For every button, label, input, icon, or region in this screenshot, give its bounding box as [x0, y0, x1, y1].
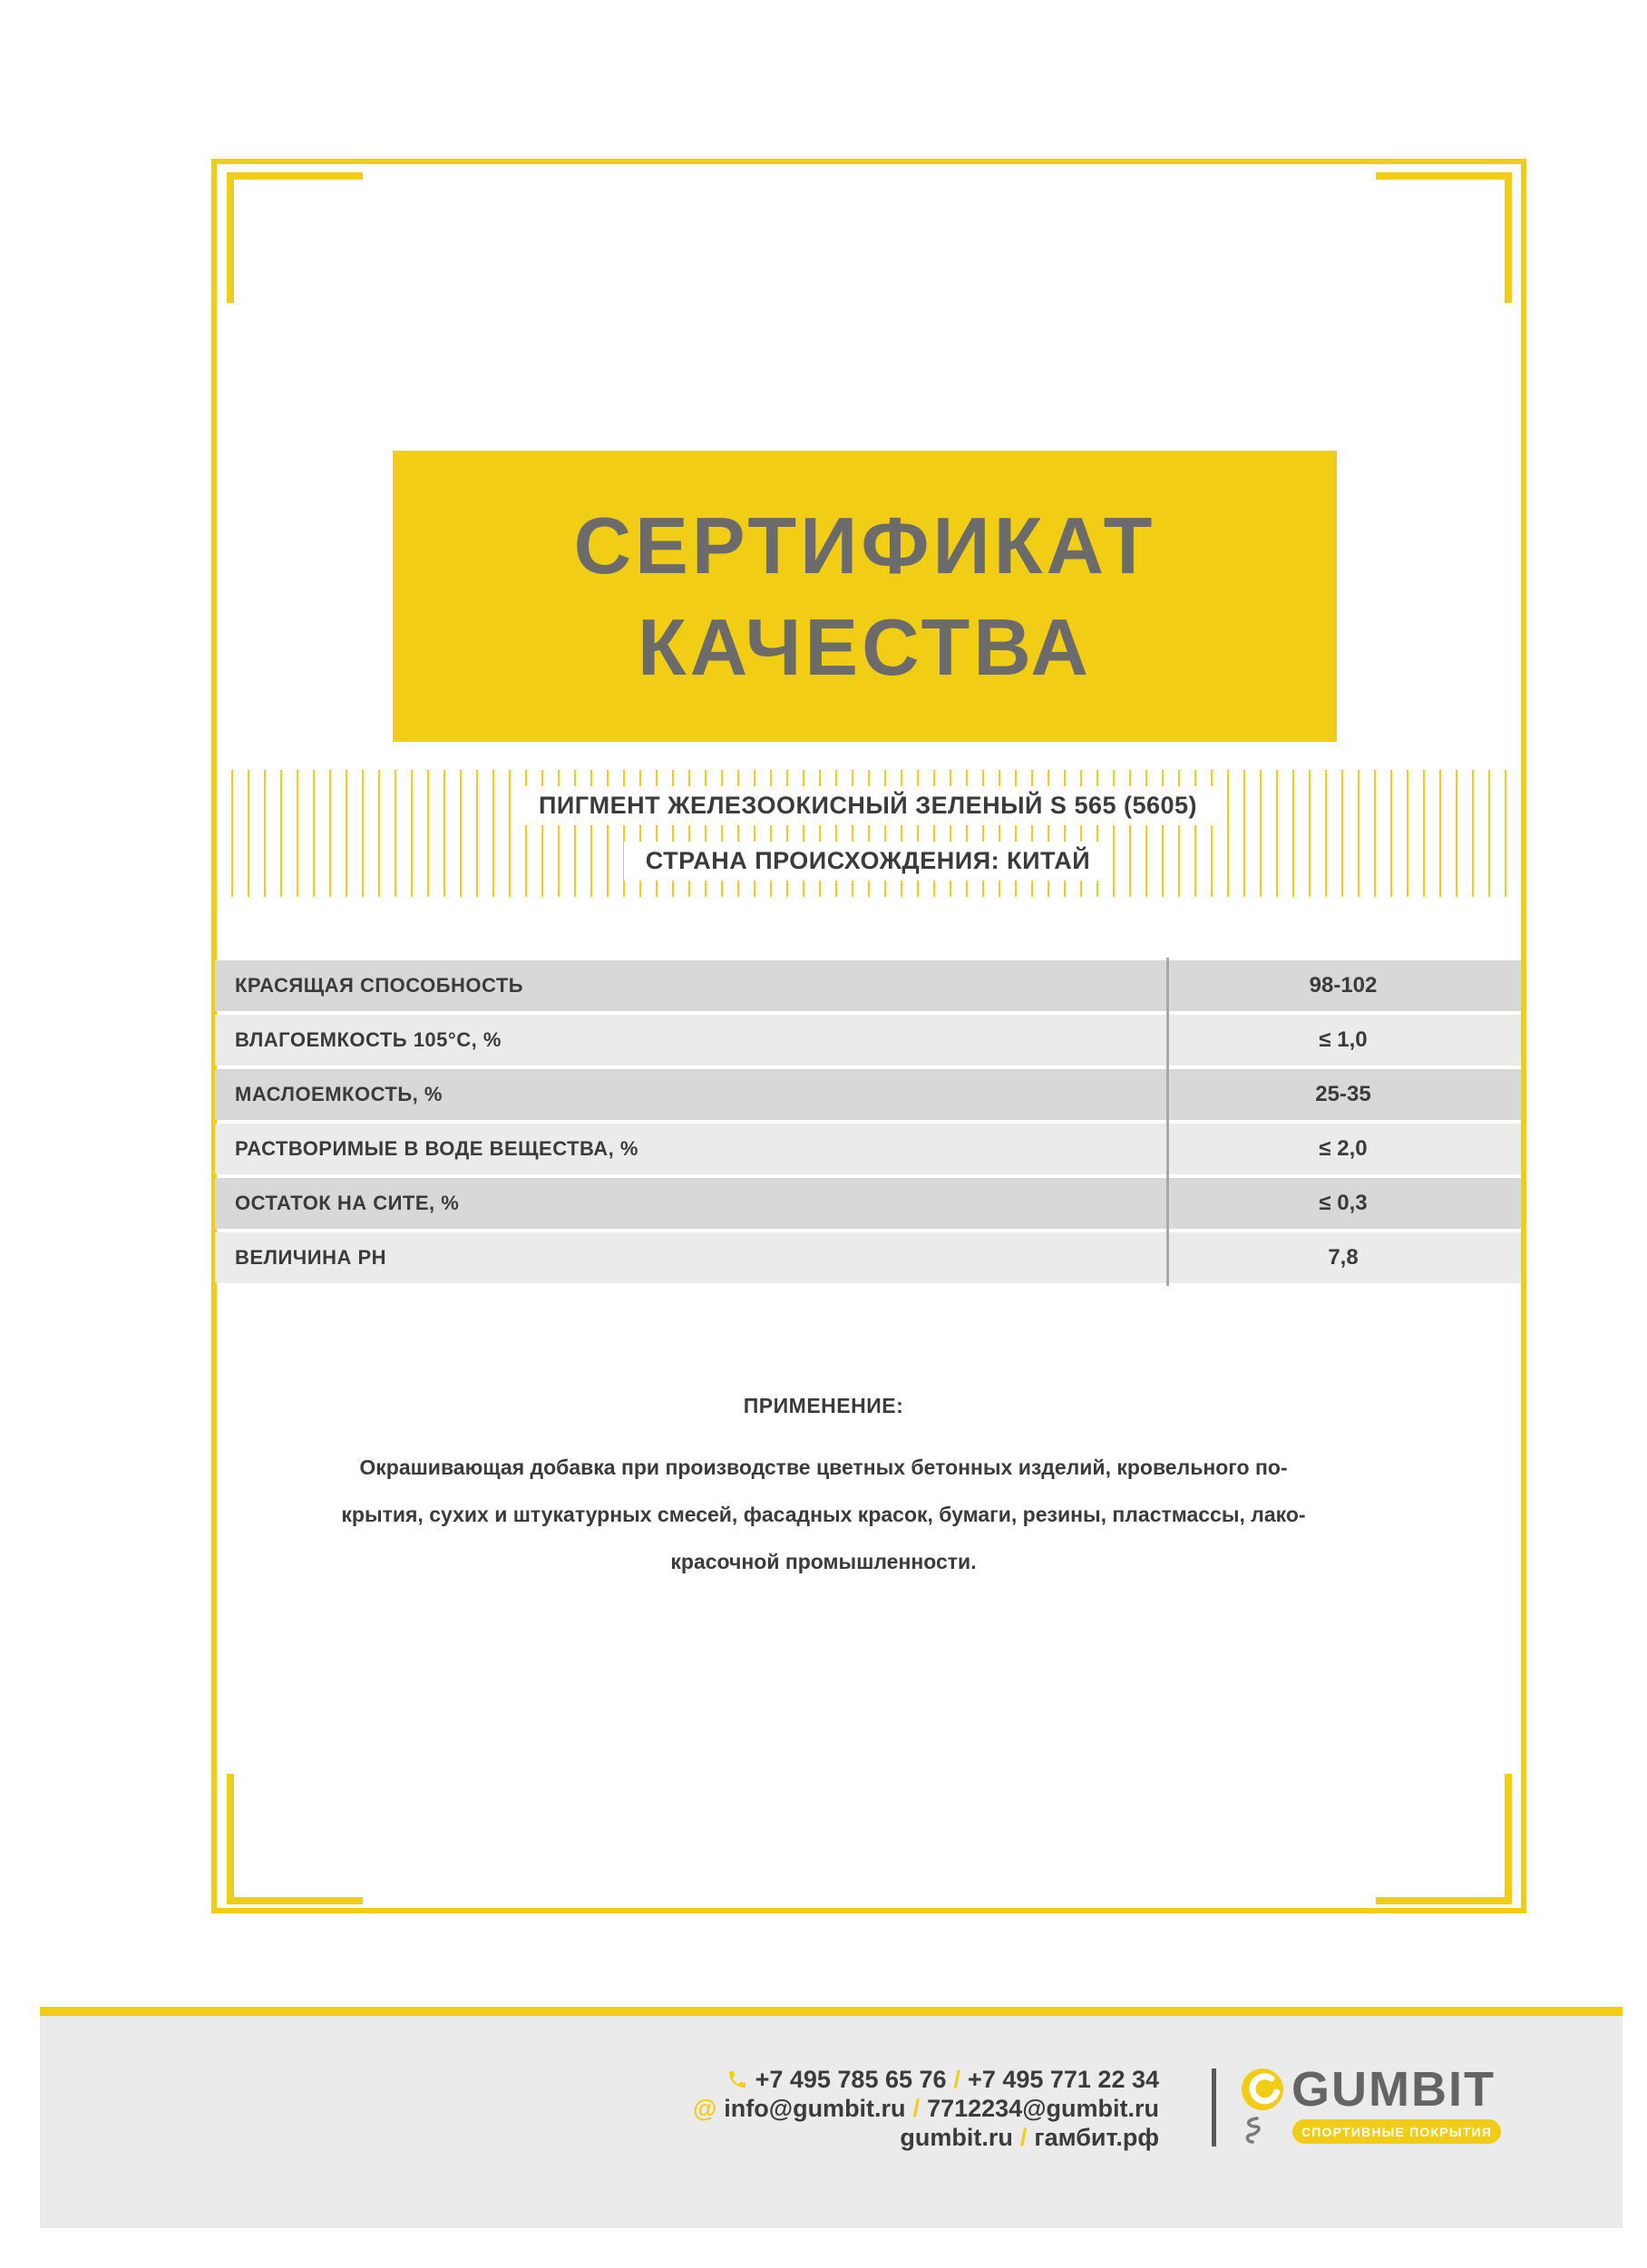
footer-vertical-divider — [1212, 2068, 1216, 2146]
separator-slash: / — [912, 2095, 921, 2122]
spec-label: МАСЛОЕМКОСТЬ, % — [235, 1083, 443, 1105]
phone-icon — [726, 2068, 748, 2090]
application-heading: ПРИМЕНЕНИЕ: — [743, 1394, 904, 1417]
spec-value: 98-102 — [1309, 973, 1378, 998]
separator-slash: / — [953, 2066, 961, 2093]
table-row — [215, 1124, 1521, 1174]
certificate-title — [393, 451, 1337, 742]
footer-accent-bar — [40, 2007, 1623, 2016]
product-name: ПИГМЕНТ ЖЕЛЕЗООКИСНЫЙ ЗЕЛЕНЫЙ S 565 (5605) — [517, 786, 1219, 825]
table-row — [215, 960, 1521, 1011]
site-2: гамбит.рф — [1034, 2124, 1159, 2151]
spec-value: 25-35 — [1315, 1082, 1371, 1106]
frame-corner-top-right — [1376, 172, 1512, 303]
frame-corner-bottom-right — [1376, 1774, 1512, 1904]
application-text-line: Окрашивающая добавка при производстве цветных бетонных изделий, кровельного по- — [359, 1455, 1288, 1479]
spec-value: 7,8 — [1328, 1245, 1359, 1270]
spec-label: ВЛАГОЕМКОСТЬ 105°С, % — [235, 1028, 502, 1051]
table-row — [215, 1069, 1521, 1120]
table-row — [215, 1232, 1521, 1283]
product-band — [215, 770, 1521, 897]
gumbit-logo-text: GUMBIT — [1291, 2062, 1496, 2117]
phone-number-2: +7 495 771 22 34 — [968, 2066, 1159, 2093]
frame-corner-top-left — [227, 172, 363, 303]
application-text-line: крытия, сухих и штукатурных смесей, фасадных красок, бумаги, резины, пластмассы, лако- — [341, 1503, 1306, 1526]
gumbit-logo-ball-icon — [1233, 2068, 1288, 2151]
certificate-title-line1: СЕРТИФИКАТ — [573, 500, 1156, 590]
site-1: gumbit.ru — [900, 2124, 1013, 2151]
gumbit-logo-tagline: СПОРТИВНЫЕ ПОКРЫТИЯ — [1292, 2119, 1501, 2144]
table-row — [215, 1015, 1521, 1066]
certificate-title-line2: КАЧЕСТВА — [638, 601, 1092, 692]
spec-label: ВЕЛИЧИНА РН — [235, 1246, 387, 1269]
email-2: 7712234@gumbit.ru — [927, 2095, 1159, 2122]
footer-sites-row — [635, 2123, 1159, 2152]
specs-table — [215, 960, 1521, 1287]
frame-corner-bottom-left — [227, 1774, 363, 1904]
spec-value: ≤ 1,0 — [1319, 1027, 1368, 1052]
footer-contacts — [635, 2065, 1159, 2152]
spec-value: ≤ 0,3 — [1319, 1191, 1368, 1215]
product-origin: СТРАНА ПРОИСХОЖДЕНИЯ: КИТАЙ — [624, 842, 1112, 881]
spec-label: КРАСЯЩАЯ СПОСОБНОСТЬ — [235, 974, 524, 997]
spec-value: ≤ 2,0 — [1319, 1136, 1368, 1161]
email-1: info@gumbit.ru — [724, 2095, 906, 2122]
phone-number-1: +7 495 785 65 76 — [755, 2066, 947, 2093]
table-row — [215, 1178, 1521, 1229]
footer-phones-row — [635, 2065, 1159, 2094]
application-text-line: красочной промышленности. — [670, 1550, 977, 1573]
at-icon: @ — [692, 2095, 717, 2122]
separator-slash: / — [1019, 2124, 1028, 2151]
application-section — [272, 1394, 1375, 1585]
spec-label: РАСТВОРИМЫЕ В ВОДЕ ВЕЩЕСТВА, % — [235, 1137, 638, 1160]
table-column-divider — [1166, 958, 1169, 1286]
spec-label: ОСТАТОК НА СИТЕ, % — [235, 1192, 460, 1214]
footer-emails-row — [635, 2094, 1159, 2123]
